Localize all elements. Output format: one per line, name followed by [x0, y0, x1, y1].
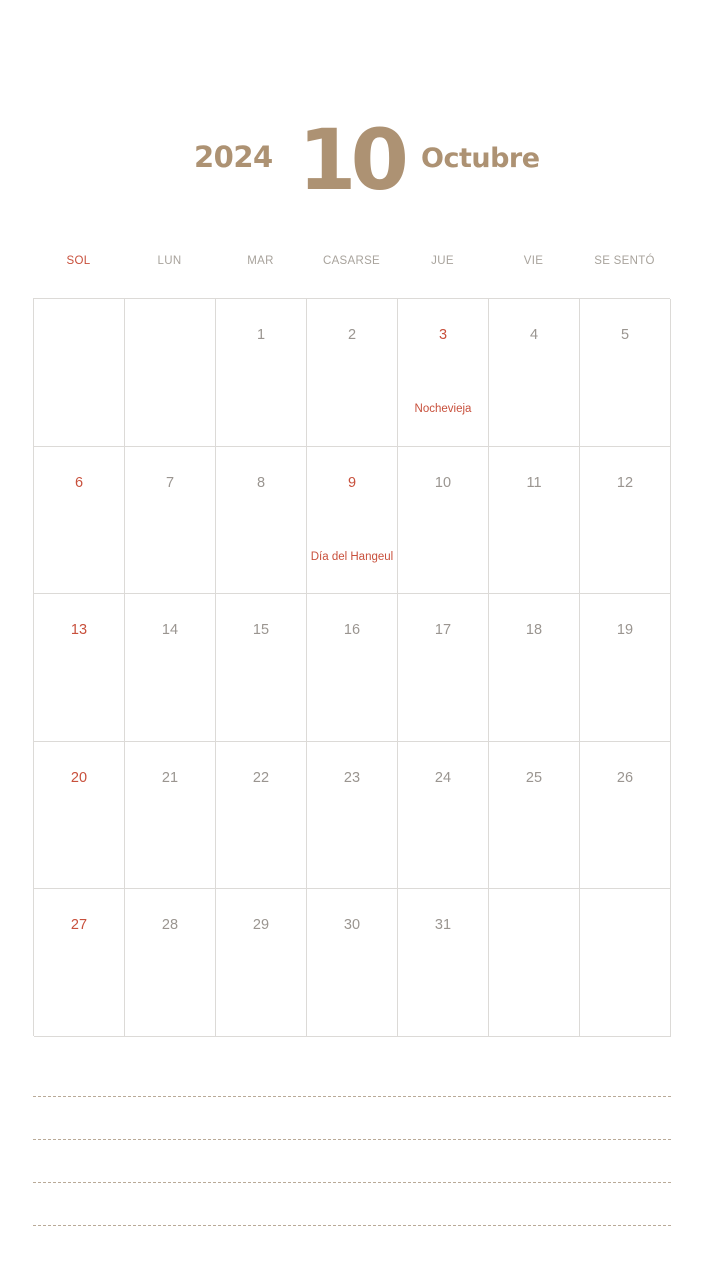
note-line[interactable]	[33, 1139, 671, 1140]
day-cell[interactable]	[398, 594, 489, 742]
day-number: 31	[434, 917, 452, 934]
day-cell	[489, 889, 580, 1037]
day-number: 14	[161, 622, 179, 639]
day-cell[interactable]	[398, 742, 489, 890]
day-number: 11	[526, 474, 542, 491]
day-cell[interactable]	[307, 594, 398, 742]
day-number: 4	[529, 327, 539, 343]
day-number: 6	[74, 474, 84, 491]
weekday-thu: JUE	[431, 255, 454, 267]
weekday-header-row	[33, 250, 670, 272]
day-number: 13	[70, 622, 88, 639]
weekday-sat: SE SENTÓ	[594, 255, 655, 267]
day-cell[interactable]	[398, 889, 489, 1037]
weekday-tue: MAR	[247, 255, 274, 267]
day-number: 30	[343, 917, 361, 934]
day-cell[interactable]	[307, 742, 398, 890]
day-cell[interactable]	[580, 742, 671, 890]
month-number: 10	[298, 111, 403, 209]
day-cell[interactable]	[125, 447, 216, 595]
day-number: 16	[343, 622, 361, 639]
day-number: 10	[434, 474, 452, 491]
day-cell[interactable]	[489, 299, 580, 447]
note-line[interactable]	[33, 1182, 671, 1183]
day-number: 1	[256, 327, 266, 343]
day-number: 18	[525, 622, 543, 639]
day-cell[interactable]	[125, 742, 216, 890]
month-name: Octubre	[421, 143, 540, 174]
day-number: 15	[252, 622, 270, 639]
year-label: 2024	[194, 140, 273, 174]
day-number: 27	[70, 917, 88, 934]
day-number: 26	[616, 769, 634, 786]
day-cell[interactable]	[125, 594, 216, 742]
weekday-wed: CASARSE	[322, 255, 381, 267]
day-cell[interactable]	[216, 889, 307, 1037]
day-number: 20	[70, 769, 88, 786]
day-cell[interactable]	[307, 889, 398, 1037]
day-cell[interactable]	[489, 742, 580, 890]
day-cell[interactable]	[34, 447, 125, 595]
day-number: 29	[252, 917, 270, 934]
note-line[interactable]	[33, 1225, 671, 1226]
day-number: 23	[343, 769, 361, 786]
notes-area	[33, 1096, 671, 1268]
holiday-label: Nochevieja	[414, 403, 472, 415]
weekday-fri: VIE	[523, 255, 544, 267]
day-number: 9	[347, 474, 357, 491]
day-cell	[34, 299, 125, 447]
day-cell[interactable]	[580, 594, 671, 742]
day-number: 28	[161, 917, 179, 934]
holiday-label: Día del Hangeul	[310, 550, 394, 563]
day-cell	[580, 889, 671, 1037]
day-number: 5	[620, 327, 630, 343]
day-cell	[125, 299, 216, 447]
day-cell[interactable]	[580, 299, 671, 447]
day-cell[interactable]	[216, 447, 307, 595]
weekday-sun: SOL	[66, 255, 91, 267]
day-cell[interactable]	[34, 889, 125, 1037]
day-number: 12	[616, 474, 634, 491]
day-number: 21	[161, 769, 179, 786]
day-cell[interactable]	[216, 299, 307, 447]
day-number: 25	[525, 769, 543, 786]
calendar-grid	[33, 298, 670, 1036]
day-number: 22	[252, 769, 270, 786]
day-number: 17	[434, 622, 452, 639]
day-cell[interactable]	[125, 889, 216, 1037]
day-number: 24	[434, 769, 452, 786]
day-cell[interactable]	[216, 742, 307, 890]
day-cell[interactable]	[489, 594, 580, 742]
day-number: 19	[616, 622, 634, 639]
day-number: 7	[165, 474, 175, 491]
day-number: 8	[256, 474, 266, 491]
day-cell[interactable]	[307, 299, 398, 447]
day-number: 2	[347, 327, 357, 343]
day-cell[interactable]	[216, 594, 307, 742]
day-cell[interactable]	[34, 594, 125, 742]
day-cell[interactable]	[398, 447, 489, 595]
day-cell[interactable]	[34, 742, 125, 890]
weekday-mon: LUN	[157, 255, 182, 267]
day-number: 3	[438, 327, 448, 343]
calendar-header	[0, 0, 705, 220]
day-cell[interactable]	[580, 447, 671, 595]
day-cell[interactable]	[398, 299, 489, 447]
note-line[interactable]	[33, 1096, 671, 1097]
day-cell[interactable]	[489, 447, 580, 595]
day-cell[interactable]	[307, 447, 398, 595]
